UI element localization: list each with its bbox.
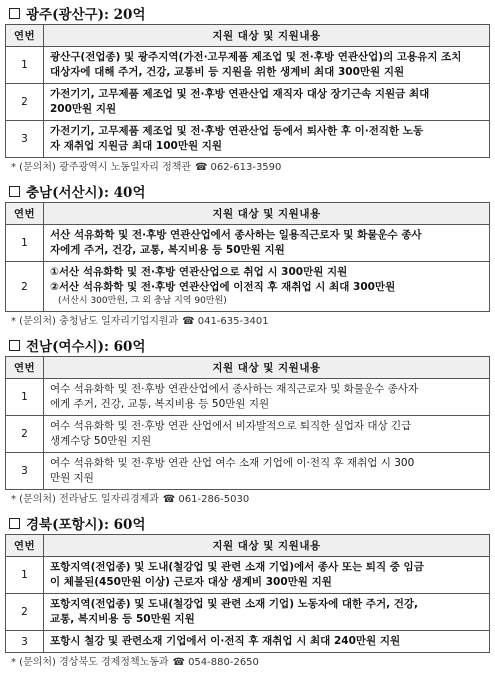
phone-icon: ☎ bbox=[195, 162, 208, 173]
section-heading bbox=[5, 334, 490, 356]
row-number: 3 bbox=[6, 453, 44, 490]
desc-line: 광산구(전업종) 및 광주지역(가전·고무제품 제조업 및 전·후방 연관산업)의 고용유지 조치 bbox=[50, 51, 462, 63]
header-desc: 지원 대상 및 지원내용 bbox=[44, 25, 490, 47]
phone-icon: ☎ bbox=[162, 494, 176, 505]
header-desc: 지원 대상 및 지원내용 bbox=[44, 535, 490, 557]
desc-line: 여수 석유화학 및 전·후방 연관산업에서 종사하는 재직근로자 및 화물운수 종사자 bbox=[50, 383, 419, 395]
section-jeonnam bbox=[5, 334, 490, 508]
contact-phone: 061-286-5030 bbox=[178, 494, 250, 505]
phone-icon: ☎ bbox=[172, 657, 186, 668]
desc-line: 자에게 주거, 건강, 교통, 복지비용 등 50만원 지원 bbox=[50, 244, 285, 256]
desc-line: 교통, 복지비용 등 50만원 지원 bbox=[50, 613, 195, 625]
contact-label: * (문의처) 광주광역시 노동일자리 정책관 bbox=[11, 162, 192, 173]
desc-line: 여수 석유화학 및 전·후방 연관 산업 여수 소재 기업에 이·전직 후 재취업 시 300 bbox=[50, 457, 415, 469]
table-row bbox=[6, 47, 490, 84]
desc-line: 포항지역(전업종) 및 도내(철강업 및 관련 소재 기업)에서 종사 또는 퇴직 중 임금 bbox=[50, 561, 424, 573]
section-gwangju bbox=[5, 2, 490, 176]
desc-line: 여수 석유화학 및 전·후방 연관 산업에서 비자발적으로 퇴직한 실업자 대상 긴급 bbox=[50, 420, 412, 432]
section-title: 전남(여수시): 60억 bbox=[26, 339, 146, 355]
row-description bbox=[44, 225, 490, 262]
row-number: 2 bbox=[6, 262, 44, 312]
row-description bbox=[44, 631, 490, 653]
section-heading bbox=[5, 180, 490, 202]
desc-line: 포항지역(전업종) 및 도내(철강업 및 관련 소재 기업) 노동자에 대한 주거, 건강, bbox=[50, 598, 419, 610]
row-number: 3 bbox=[6, 121, 44, 158]
row-description bbox=[44, 262, 490, 312]
support-table bbox=[5, 356, 490, 490]
header-no: 연번 bbox=[6, 203, 44, 225]
row-description bbox=[44, 557, 490, 594]
desc-line: 자 재취업 지원금 최대 100만원 지원 bbox=[50, 140, 223, 152]
row-number: 2 bbox=[6, 84, 44, 121]
checkbox-icon bbox=[9, 8, 20, 19]
section-title: 경북(포항시): 60억 bbox=[26, 517, 146, 533]
contact-phone: 054-880-2650 bbox=[188, 657, 259, 668]
desc-line: 생계수당 50만원 지원 bbox=[50, 435, 152, 447]
contact-phone: 041-635-3401 bbox=[197, 316, 269, 327]
phone-icon: ☎ bbox=[182, 316, 195, 327]
table-row bbox=[6, 379, 490, 416]
row-description bbox=[44, 121, 490, 158]
table-row bbox=[6, 594, 490, 631]
table-row bbox=[6, 84, 490, 121]
table-row bbox=[6, 225, 490, 262]
table-row bbox=[6, 631, 490, 653]
table-row bbox=[6, 557, 490, 594]
header-no: 연번 bbox=[6, 25, 44, 47]
header-no: 연번 bbox=[6, 357, 44, 379]
row-description bbox=[44, 47, 490, 84]
support-table bbox=[5, 24, 490, 158]
row-number: 3 bbox=[6, 631, 44, 653]
table-row bbox=[6, 262, 490, 312]
table-header-row bbox=[6, 203, 490, 225]
checkbox-icon bbox=[9, 518, 20, 529]
checkbox-icon bbox=[9, 340, 20, 351]
section-heading bbox=[5, 512, 490, 534]
desc-line: 서산 석유화학 및 전·후방 연관산업에서 종사하는 일용직근로자 및 화물운수 종사 bbox=[50, 229, 422, 241]
row-description bbox=[44, 594, 490, 631]
desc-line: 가전기기, 고무제품 제조업 및 전·후방 연관산업 등에서 퇴사한 후 이·전직한 노동 bbox=[50, 125, 424, 137]
desc-line: 200만원 지원 bbox=[50, 103, 117, 115]
desc-line: 포항시 철강 및 관련소재 기업에서 이·전직 후 재취업 시 최대 240만원 지원 bbox=[50, 635, 401, 647]
table-header-row bbox=[6, 25, 490, 47]
section-gyeongbuk bbox=[5, 512, 490, 671]
support-table bbox=[5, 534, 490, 653]
row-number: 1 bbox=[6, 225, 44, 262]
row-description bbox=[44, 84, 490, 121]
header-no: 연번 bbox=[6, 535, 44, 557]
desc-line: ②서산 석유화학 및 전·후방 연관산업에 이전직 후 재취업 시 최대 300만원 bbox=[50, 281, 396, 293]
desc-line: 대상자에 대해 주거, 건강, 교통비 등 지원을 위한 생계비 최대 300만원 지원 bbox=[50, 66, 405, 78]
desc-line: 에게 주거, 건강, 교통, 복지비용 등 50만원 지원 bbox=[50, 398, 270, 410]
desc-subnote: (서산시 300만원, 그 외 충남 지역 90만원) bbox=[58, 296, 227, 306]
section-title: 충남(서산시): 40억 bbox=[26, 185, 146, 201]
desc-line: 이 체불된(450만원 이상) 근로자 대상 생계비 300만원 지원 bbox=[50, 576, 332, 588]
checkbox-icon bbox=[9, 186, 20, 197]
row-description bbox=[44, 453, 490, 490]
contact-label: * (문의처) 경상북도 경제정책노동과 bbox=[11, 657, 169, 668]
support-table bbox=[5, 202, 490, 312]
contact-note bbox=[5, 490, 490, 508]
table-row bbox=[6, 416, 490, 453]
contact-label: * (문의처) 전라남도 일자리경제과 bbox=[11, 494, 159, 505]
contact-note bbox=[5, 653, 490, 671]
header-desc: 지원 대상 및 지원내용 bbox=[44, 203, 490, 225]
table-row bbox=[6, 453, 490, 490]
contact-label: * (문의처) 충청남도 일자리기업지원과 bbox=[11, 316, 179, 327]
desc-line: 가전기기, 고무제품 제조업 및 전·후방 연관산업 재직자 대상 장기근속 지원금 최대 bbox=[50, 88, 430, 100]
row-number: 1 bbox=[6, 557, 44, 594]
section-heading bbox=[5, 2, 490, 24]
table-row bbox=[6, 121, 490, 158]
contact-note bbox=[5, 158, 490, 176]
header-desc: 지원 대상 및 지원내용 bbox=[44, 357, 490, 379]
section-chungnam bbox=[5, 180, 490, 330]
row-description bbox=[44, 416, 490, 453]
contact-note bbox=[5, 312, 490, 330]
section-title: 광주(광산구): 20억 bbox=[26, 7, 146, 23]
row-number: 2 bbox=[6, 594, 44, 631]
desc-line: 만원 지원 bbox=[50, 472, 94, 484]
row-number: 2 bbox=[6, 416, 44, 453]
contact-phone: 062-613-3590 bbox=[210, 162, 282, 173]
row-description bbox=[44, 379, 490, 416]
table-header-row bbox=[6, 357, 490, 379]
row-number: 1 bbox=[6, 379, 44, 416]
desc-line: ①서산 석유화학 및 전·후방 연관산업으로 취업 시 300만원 지원 bbox=[50, 266, 348, 278]
row-number: 1 bbox=[6, 47, 44, 84]
table-header-row bbox=[6, 535, 490, 557]
